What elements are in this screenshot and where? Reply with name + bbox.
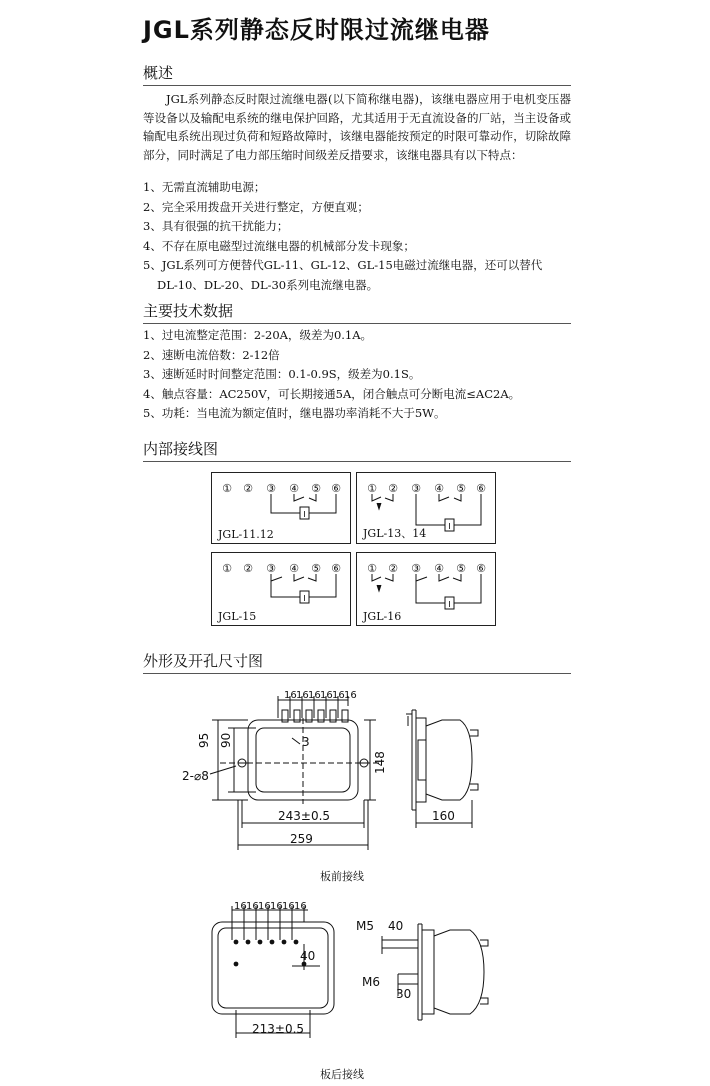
rear-caption: 板后接线 bbox=[320, 1068, 364, 1081]
dim-90: 90 bbox=[219, 732, 233, 748]
coil-label: I bbox=[303, 510, 306, 519]
terminal-5: ⑤ bbox=[311, 562, 321, 575]
terminal-6: ⑥ bbox=[331, 562, 341, 575]
page-title: JGL系列静态反时限过流继电器 bbox=[143, 16, 490, 44]
pitch-label: 16 bbox=[270, 901, 283, 912]
wiring-heading: 内部接线图 bbox=[143, 438, 571, 462]
pitch-label: 16 bbox=[344, 690, 357, 701]
list-item: 5、功耗：当电流为额定值时，继电器功率消耗不大于5W。 bbox=[143, 406, 446, 420]
terminal-4: ④ bbox=[289, 562, 299, 575]
pitch-label: 16 bbox=[332, 690, 345, 701]
terminal-5: ⑤ bbox=[456, 482, 466, 495]
wiring-diagram-jgl-13-14 bbox=[356, 472, 496, 544]
pitch-label: 16 bbox=[234, 901, 247, 912]
dim-3: 3 bbox=[302, 735, 310, 749]
wiring-diagram-jgl-11-12 bbox=[211, 472, 351, 544]
holes-label: 2-⌀8 bbox=[182, 769, 209, 783]
wiring-diagram-jgl-16 bbox=[356, 552, 496, 626]
list-item-continuation: DL-10、DL-20、DL-30系列电流继电器。 bbox=[157, 277, 379, 292]
terminal-6: ⑥ bbox=[476, 562, 486, 575]
dim-243: 243±0.5 bbox=[278, 809, 331, 823]
terminal-2: ② bbox=[388, 482, 398, 495]
m6-dim: 30 bbox=[396, 987, 412, 1001]
rear-wiring-drawing bbox=[200, 900, 500, 1050]
terminal-6: ⑥ bbox=[331, 482, 341, 495]
terminal-4: ④ bbox=[434, 482, 444, 495]
terminal-3: ③ bbox=[411, 482, 421, 495]
pitch-label: 16 bbox=[296, 690, 309, 701]
pitch-label: 16 bbox=[246, 901, 259, 912]
wiring-diagram-jgl-15 bbox=[211, 552, 351, 626]
list-item: 3、具有很强的抗干扰能力； bbox=[143, 219, 289, 233]
coil-label: I bbox=[303, 594, 306, 603]
list-item: 4、不存在原电磁型过流继电器的机械部分发卡现象； bbox=[143, 238, 415, 253]
list-item: 1、无需直流辅助电源； bbox=[143, 180, 266, 194]
front-caption: 板前接线 bbox=[320, 870, 364, 883]
list-item: 2、完全采用拨盘开关进行整定，方便直观； bbox=[143, 199, 369, 214]
list-item: 5、JGL系列可方便替代GL-11、GL-12、GL-15电磁过流继电器，还可以替代 bbox=[143, 258, 543, 272]
pitch-label: 16 bbox=[258, 901, 271, 912]
overview-intro: JGL系列静态反时限过流继电器(以下简称继电器)，该继电器应用于电机变压器等设备以及输配电系统的继电保护回路，尤其适用于无直流设备的厂站，当主设备或输配电系统出现过负荷和短路故障时，该继电器能按预定的时限可靠动作，切除故障部分，同时满足了电力部压缩时间级差反措要求，该继电器具有以下特点： bbox=[143, 92, 571, 162]
spec-list bbox=[143, 326, 573, 424]
list-item: 4、触点容量：AC250V，可长期接通5A，闭合触点可分断电流≤AC2A。 bbox=[143, 386, 521, 401]
terminal-6: ⑥ bbox=[476, 482, 486, 495]
dim-95: 95 bbox=[197, 732, 211, 748]
dimensions-heading: 外形及开孔尺寸图 bbox=[143, 650, 571, 674]
terminal-1: ① bbox=[222, 482, 232, 495]
coil-label: I bbox=[448, 600, 451, 609]
terminal-1: ① bbox=[367, 482, 377, 495]
m6-label: M6 bbox=[362, 975, 380, 989]
terminal-1: ① bbox=[367, 562, 377, 575]
terminal-1: ① bbox=[222, 562, 232, 575]
list-item: 1、过电流整定范围：2-20A，级差为0.1A。 bbox=[143, 328, 373, 342]
terminal-3: ③ bbox=[411, 562, 421, 575]
front-wiring-drawing bbox=[180, 688, 500, 858]
pitch-label: 16 bbox=[308, 690, 321, 701]
m5-dim: 40 bbox=[388, 919, 404, 933]
list-item: 2、速断电流倍数：2-12倍 bbox=[143, 347, 280, 362]
pitch-label: 16 bbox=[294, 901, 307, 912]
dim-213: 213±0.5 bbox=[252, 1022, 305, 1036]
pitch-label: 16 bbox=[284, 690, 297, 701]
pitch-label: 16 bbox=[282, 901, 295, 912]
diagram-label: JGL-13、14 bbox=[363, 527, 427, 540]
diagram-label: JGL-15 bbox=[218, 610, 257, 623]
terminal-2: ② bbox=[388, 562, 398, 575]
terminal-2: ② bbox=[243, 562, 253, 575]
m5-label: M5 bbox=[356, 919, 374, 933]
diagram-label: JGL-11.12 bbox=[218, 528, 274, 541]
overview-heading: 概述 bbox=[143, 62, 571, 86]
terminal-3: ③ bbox=[266, 562, 276, 575]
list-item: 3、速断延时时间整定范围：0.1-0.9S，级差为0.1S。 bbox=[143, 367, 421, 381]
terminal-4: ④ bbox=[289, 482, 299, 495]
dim-160: 160 bbox=[432, 809, 455, 823]
terminal-2: ② bbox=[243, 482, 253, 495]
dim-40: 40 bbox=[300, 949, 316, 963]
specs-heading: 主要技术数据 bbox=[143, 300, 571, 324]
terminal-5: ⑤ bbox=[311, 482, 321, 495]
terminal-4: ④ bbox=[434, 562, 444, 575]
dim-148: 148 bbox=[373, 751, 387, 774]
feature-list bbox=[143, 178, 573, 295]
diagram-label: JGL-16 bbox=[363, 610, 402, 623]
terminal-3: ③ bbox=[266, 482, 276, 495]
terminal-5: ⑤ bbox=[456, 562, 466, 575]
coil-label: I bbox=[448, 522, 451, 531]
pitch-label: 16 bbox=[320, 690, 333, 701]
dim-259: 259 bbox=[290, 832, 313, 846]
